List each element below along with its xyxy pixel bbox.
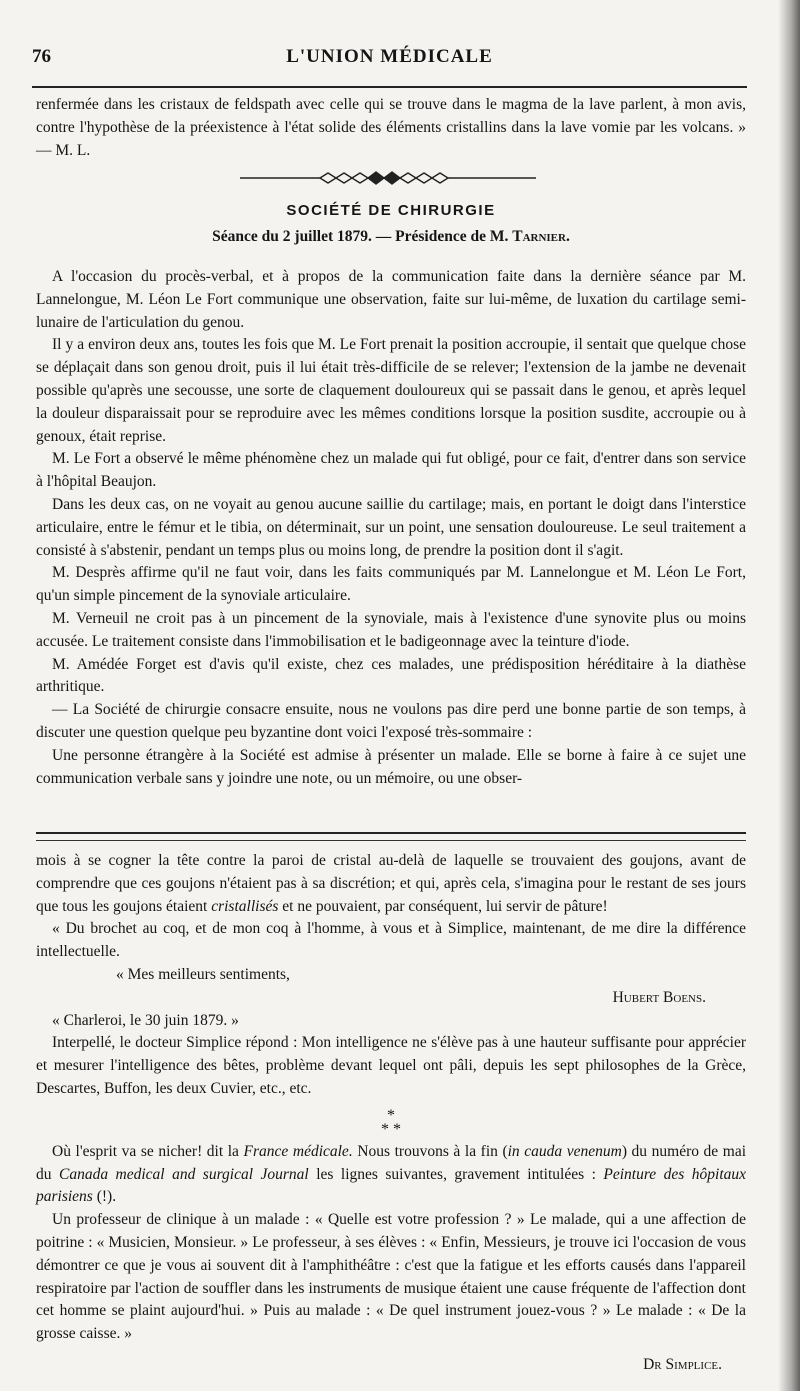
letter-place-date: « Charleroi, le 30 juin 1879. » [52, 1011, 239, 1029]
paragraph: — La Société de chirurgie consacre ensuite, nous ne voulons pas dire perd une bonne partie de son temps, à discuter une question quelque peu byzantine dont voici l'exposé très-sommaire : [36, 701, 746, 741]
header-rule [32, 86, 747, 88]
feuilleton-separator [36, 832, 746, 841]
intro-block [36, 94, 746, 162]
society-report [36, 266, 746, 790]
paragraph: M. Le Fort a observé le même phénomène chez un malade qui fut obligé, pour ce fait, d'entrer dans son service à l'hôpital Beaujon. [36, 450, 746, 491]
text-run: Nous trouvons à la fin ( [357, 1142, 508, 1160]
letter-signature: Hubert Boens. [612, 988, 706, 1006]
president-name: Tarnier. [512, 228, 570, 245]
feuilleton-paragraph: « Du brochet au coq, et de mon coq à l'homme, à vous et à Simplice, maintenant, de me dire la différence intellectuelle. [36, 920, 746, 961]
paragraph: Une personne étrangère à la Société est admise à présenter un malade. Elle se borne à faire à ce sujet une communication verbale sans y joindre une note, ou un mémoire, ou une obser- [36, 746, 746, 787]
paragraph: A l'occasion du procès-verbal, et à propos de la communication faite dans la dernière séance par M. Lannelongue, M. Léon Le Fort communique une observation, faite sur lui-même, de luxation du cartilage semi-lunaire de l'articulation du genou. [36, 268, 746, 331]
feuilleton-paragraph: Un professeur de clinique à un malade : « Quelle est votre profession ? » Le malade, qui a une affection de poitrine : « Musicien, Monsieur. » Le professeur, à ses élèves : « Enfin, Messieurs, je trouve ici l'occasion de vous démontrer ce que je vous ai souvent dit à l'amphithéâtre : c'est que la fatigue et les efforts causés dans l'appareil respiratoire par l'action de souffler dans les instruments de musique étaient une cause fréquente de l'affection dont cet homme se plaint aujourd'hui. » Puis au malade : « De quel instrument jouez-vous ? » Le malade : « De la grosse caisse. » [36, 1211, 746, 1343]
paragraph: M. Desprès affirme qu'il ne faut voir, dans les faits communiqués par M. Lannelongue et M. Léon Le Fort, qu'un simple pincement de la synoviale articulaire. [36, 564, 746, 605]
intro-paragraph: renfermée dans les cristaux de feldspath avec celle qui se trouve dans le magma de la lave parlent, à mon avis, contre l'hypothèse de la préexistence à l'état solide des éléments cristallins dans la lave vomie par les volcans. » — M. L. [36, 96, 746, 159]
italic-title: Peinture des hôpitaux parisiens [36, 1165, 747, 1206]
italic-word: cristallisés [211, 897, 279, 915]
feuilleton-paragraph: Interpellé, le docteur Simplice répond : Mon intelligence ne s'élève pas à une hauteur suffisante pour apprécier et mesurer l'intelligence des bêtes, problème devant lequel ont pâli, depuis les sept philosophes de la Grèce, Descartes, Buffon, les deux Cuvier, etc., etc. [36, 1034, 746, 1097]
text-run: (!). [96, 1188, 117, 1206]
feuilleton-paragraph [36, 1141, 746, 1209]
page-number: 76 [32, 46, 51, 67]
text-run: Où l'esprit va se nicher! dit la [52, 1142, 239, 1160]
text-run: les lignes suivantes, gravement intitulées : [316, 1165, 596, 1183]
paragraph: Il y a environ deux ans, toutes les fois que M. Le Fort prenait la position accroupie, il sentait que quelque chose se déplaçait dans son genou droit, puis il lui était très-difficile de se relever; l'extension de la jambe ne devenait possible qu'après une secousse, une sorte de claquement douloureux qui se passait dans le genou, et après lequel la douleur disparaissait pour se reproduire avec les mêmes conditions lorsque la position susdite, accroupie ou à genoux, était reprise. [36, 336, 746, 445]
paragraph: M. Verneuil ne croit pas à un pincement de la synoviale, mais à l'existence d'une synovite plus ou moins accusée. Le traitement consiste dans l'immobilisation et le badigeonnage avec la teinture d'iode. [36, 609, 746, 650]
italic-title: France médicale. [243, 1142, 353, 1160]
feuilleton-block [36, 850, 746, 1377]
running-head: L'UNION MÉDICALE [286, 46, 493, 67]
paragraph: M. Amédée Forget est d'avis qu'il existe, chez ces malades, une prédisposition héréditaire à la diathèse arthritique. [36, 655, 746, 696]
ornament-divider [240, 170, 540, 186]
feuilleton-paragraph [36, 850, 746, 918]
letter-closing: « Mes meilleurs sentiments, [116, 965, 290, 983]
text-run: et ne pouvaient, par conséquent, lui servir de pâture! [282, 897, 608, 915]
italic-phrase: in cauda venenum [507, 1142, 622, 1160]
text-run: mois à se cogner la tête contre la paroi de cristal au-delà de laquelle se trouvaient des goujons, avant de comprendre que ces goujons n'étaient pas à sa discrétion; et qui, après cela, s'imagina pour le restant de ses jours que tous les goujons étaient [36, 852, 746, 915]
page-edge-shadow [778, 0, 800, 1391]
text-run: ) du numéro de mai du [36, 1142, 747, 1183]
italic-title: Canada medical and surgical Journal [58, 1165, 309, 1183]
paragraph: Dans les deux cas, on ne voyait au genou aucune saillie du cartilage; mais, en portant le doigt dans l'interstice articulaire, entre le fémur et le tibia, on déterminait, sur un point, une sensation douloureuse. Le seul traitement a consisté à s'abstenir, pendant un temps plus ou moins long, de prendre la position dont il s'agit. [36, 495, 746, 559]
session-prefix: Séance du 2 juillet 1879. — Présidence de M. [212, 228, 509, 245]
closing-signature: Dr Simplice. [643, 1355, 722, 1373]
section-title: SOCIÉTÉ DE CHIRURGIE [286, 202, 496, 219]
section-stars: * * * [381, 1106, 401, 1138]
page-header [32, 44, 747, 74]
session-line [36, 228, 746, 246]
